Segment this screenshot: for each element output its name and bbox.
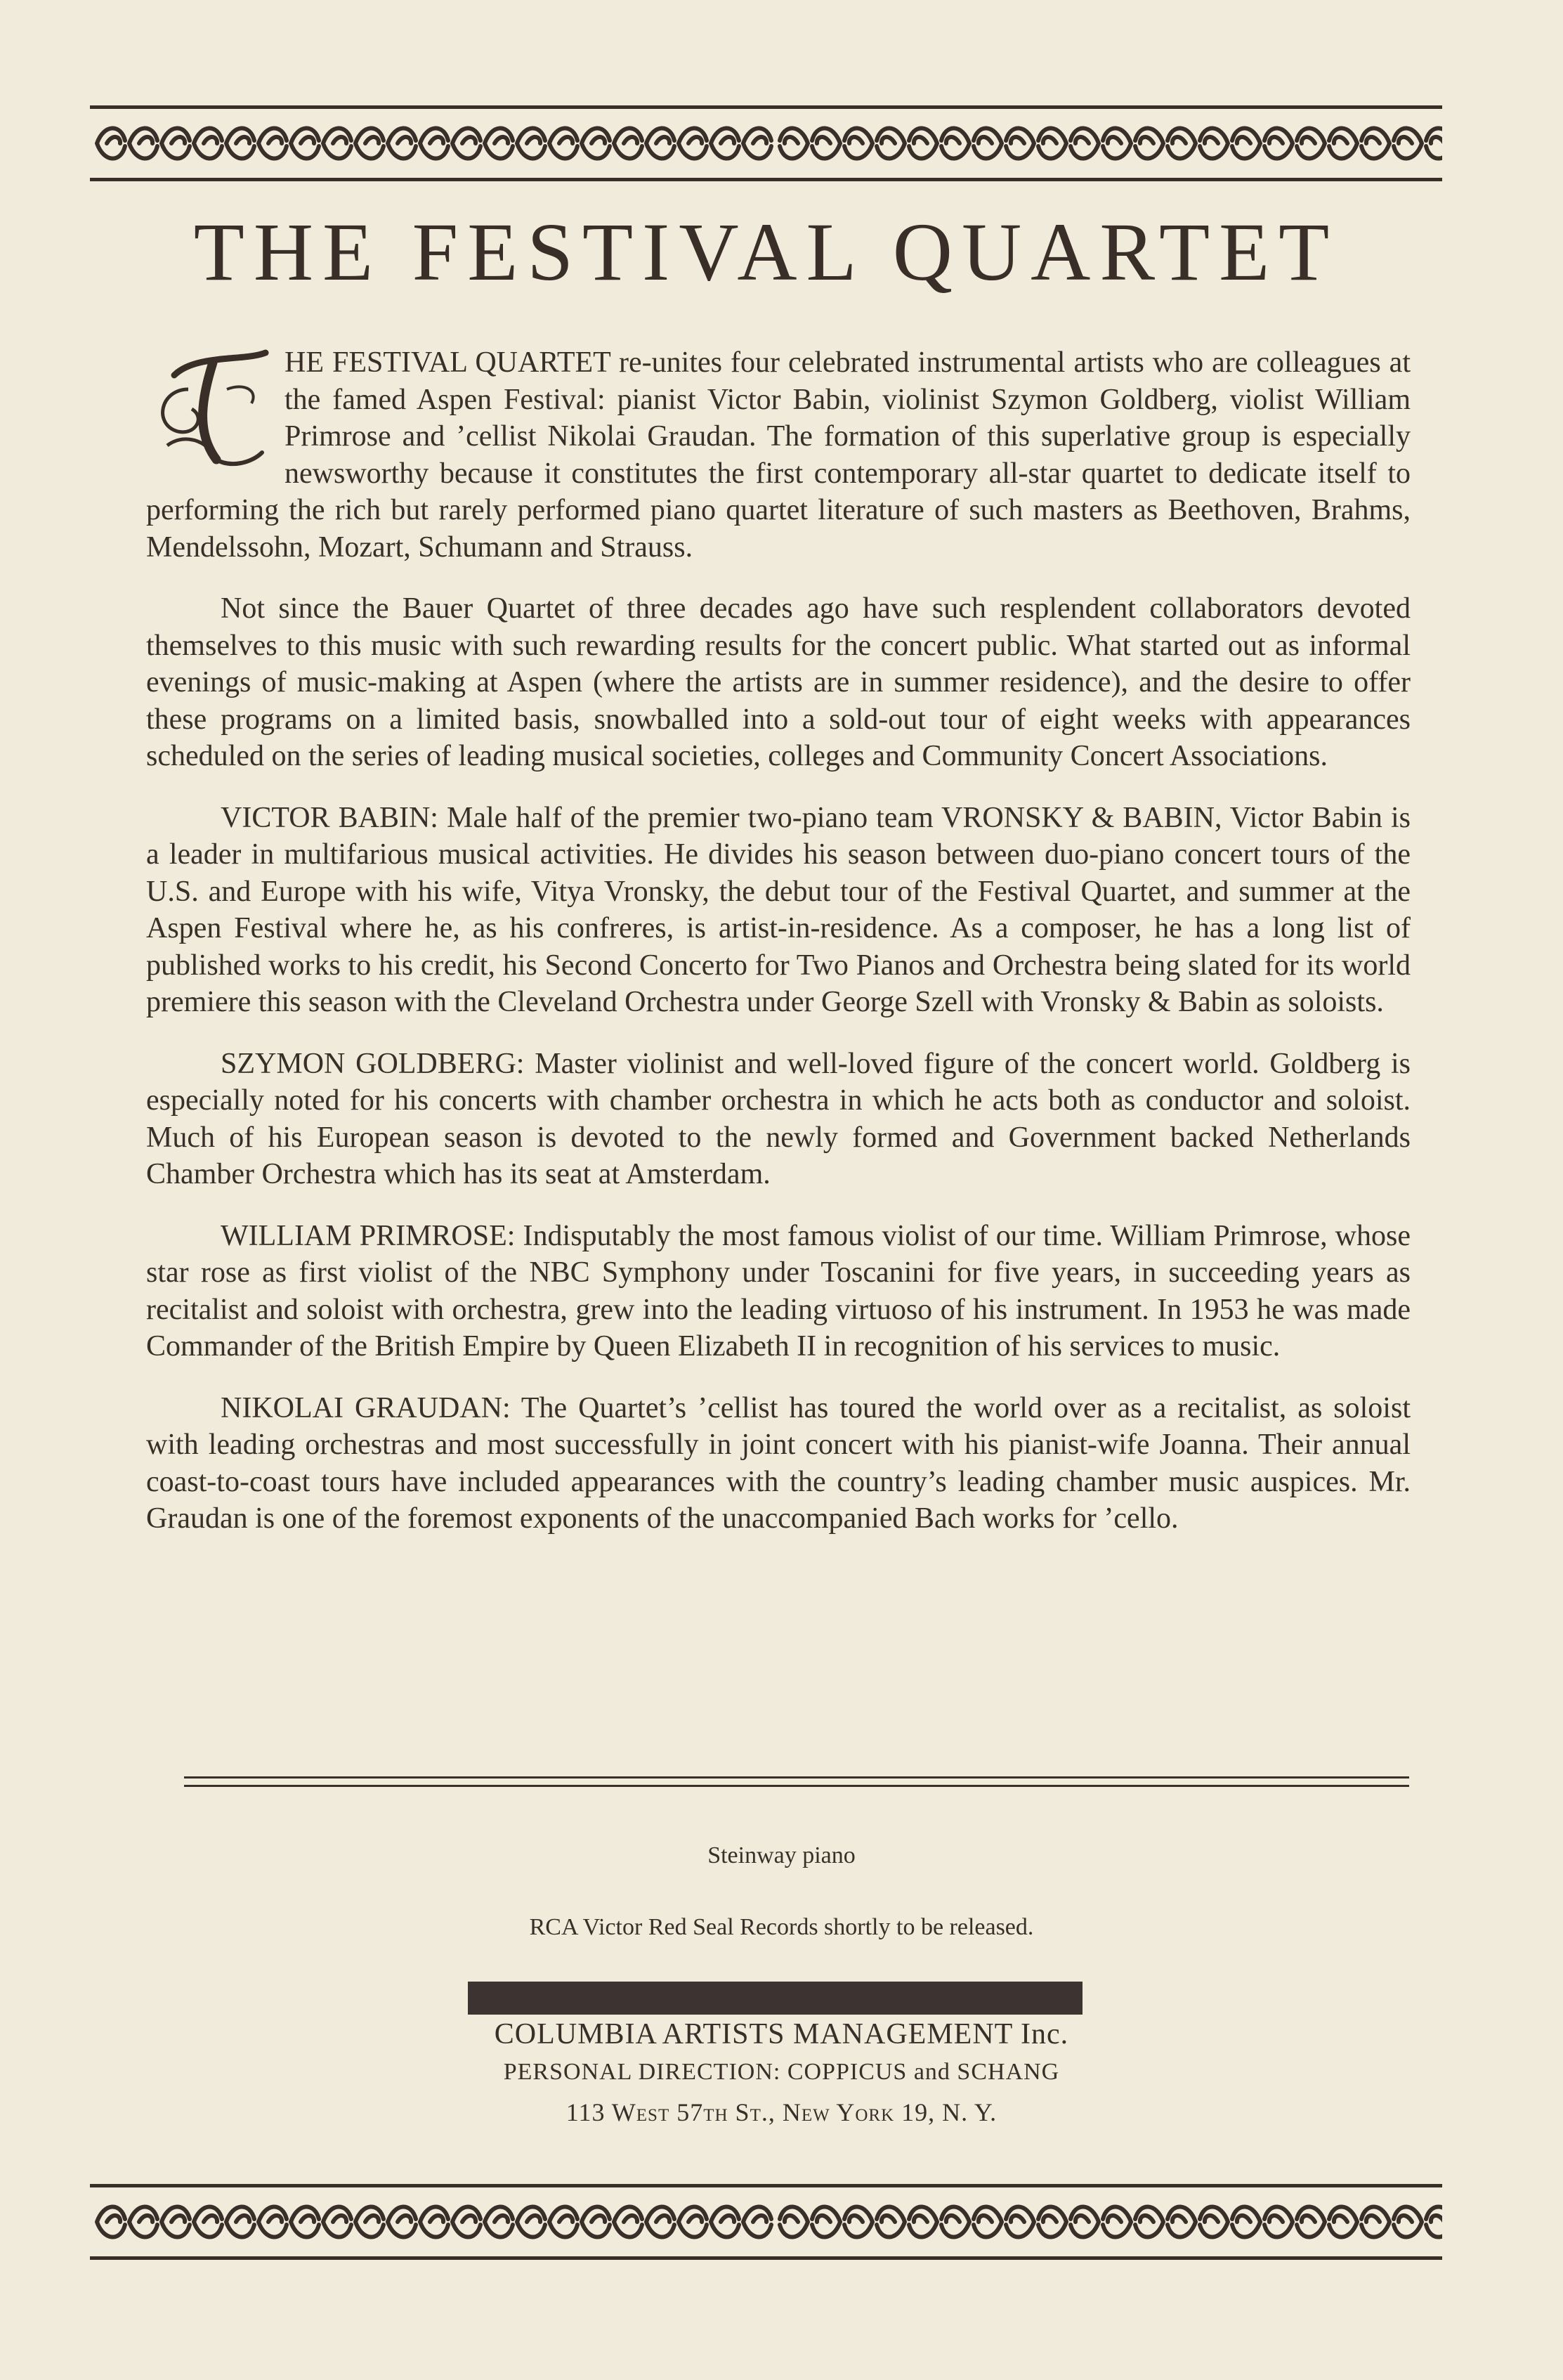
laurel-leaf bbox=[485, 128, 513, 158]
laurel-leaf bbox=[1038, 2206, 1066, 2237]
laurel-leaf bbox=[1168, 2206, 1196, 2237]
laurel-leaf bbox=[974, 2206, 1002, 2237]
laurel-leaf bbox=[1297, 128, 1325, 158]
laurel-leaf bbox=[1103, 128, 1131, 158]
primrose-paragraph: WILLIAM PRIMROSE: Indisputably the most famous violist of our time. William Primrose, whose star rose as first violist of the NBC Symphony under Toscanini for five years, in succeeding years as recitalist and soloist with orchestra, grew into the leading virtuoso of his instrument. In 1953 he was made Commander of the British Empire by Queen Elizabeth II in recognition of his services to music. bbox=[146, 1219, 1411, 1363]
laurel-leaf bbox=[355, 128, 384, 158]
laurel-leaf bbox=[1200, 2206, 1228, 2237]
bauer-paragraph: Not since the Bauer Quartet of three decades ago have such resplendent collaborators devoted themselves to this music with such rewarding results for the concert public. What started out as informal evenings of music-making at Aspen (where the artists are in summer residence), and the desire to offer these programs on a limited basis, snowballed into a sold-out tour of eight weeks with appearances scheduled on the series of leading musical societies, colleges and Community Concert Associations. bbox=[146, 592, 1411, 772]
laurel-leaf bbox=[549, 2206, 577, 2237]
laurel-leaf bbox=[162, 2206, 190, 2237]
laurel-leaf bbox=[941, 128, 969, 158]
laurel-leaf bbox=[1168, 128, 1196, 158]
page-title: THE FESTIVAL QUARTET bbox=[193, 206, 1339, 298]
laurel-leaf bbox=[194, 128, 222, 158]
babin-paragraph: VICTOR BABIN: Male half of the premier two-piano team VRONSKY & BABIN, Victor Babin is a leader in multifarious musical activities. He divides his season between duo-piano concert tours of the U.S. and Europe with his wife, Vitya Vronsky, the debut tour of the Festival Quartet, and summer at the Aspen Festival where he, as his confreres, is artist-in-residence. As a composer, he has a long list of published works to his credit, his Second Concerto for Two Pianos and Orchestra being slated for its world premiere this season with the Cleveland Orchestra under George Szell with Vronsky & Babin as soloists. bbox=[146, 801, 1411, 1018]
laurel-leaf bbox=[1329, 2206, 1357, 2237]
laurel-leaf bbox=[582, 128, 610, 158]
laurel-leaf bbox=[1135, 2206, 1163, 2237]
laurel-leaf bbox=[711, 2206, 739, 2237]
laurel-leaf bbox=[974, 128, 1002, 158]
laurel-leaf bbox=[129, 128, 157, 158]
laurel-leaf bbox=[1361, 2206, 1389, 2237]
laurel-leaf bbox=[97, 2206, 125, 2237]
laurel-leaf bbox=[549, 128, 577, 158]
laurel-leaf bbox=[259, 2206, 287, 2237]
laurel-leaf bbox=[743, 2206, 771, 2237]
intro-paragraph bbox=[146, 344, 1411, 566]
laurel-leaf bbox=[1038, 128, 1066, 158]
laurel-leaf bbox=[877, 128, 905, 158]
laurel-leaf bbox=[194, 2206, 222, 2237]
laurel-leaf bbox=[1329, 128, 1357, 158]
bottom-laurel-border bbox=[90, 2184, 1442, 2260]
laurel-leaf bbox=[812, 2206, 840, 2237]
laurel-leaf bbox=[388, 2206, 416, 2237]
article-body bbox=[146, 344, 1411, 1562]
laurel-leaf bbox=[323, 2206, 351, 2237]
top-border-rule-lower bbox=[90, 178, 1442, 181]
laurel-leaf bbox=[844, 2206, 872, 2237]
laurel-leaf bbox=[355, 2206, 384, 2237]
goldberg-paragraph: SZYMON GOLDBERG: Master violinist and well-loved figure of the concert world. Goldberg is especially noted for his concerts with chamber orchestra in which he acts both as conductor and soloist. Much of his European season is devoted to the newly formed and Government backed Netherlands Chamber Orchestra which has its seat at Amsterdam. bbox=[146, 1047, 1411, 1190]
laurel-leaf bbox=[909, 128, 937, 158]
laurel-leaf bbox=[1264, 2206, 1293, 2237]
laurel-leaf bbox=[1103, 2206, 1131, 2237]
laurel-leaf bbox=[780, 2206, 808, 2237]
laurel-leaf bbox=[388, 128, 416, 158]
laurel-leaf bbox=[1426, 2206, 1442, 2237]
top-laurel-border bbox=[90, 105, 1442, 181]
laurel-leaf bbox=[711, 128, 739, 158]
laurel-leaf bbox=[614, 2206, 642, 2237]
redacted-line bbox=[468, 1982, 1083, 2015]
laurel-leaf bbox=[323, 128, 351, 158]
records-credit: RCA Victor Red Seal Records shortly to be released. bbox=[529, 1914, 1034, 1940]
laurel-leaf bbox=[1394, 128, 1422, 158]
laurel-leaf bbox=[844, 128, 872, 158]
laurel-leaf bbox=[291, 128, 319, 158]
decorative-dropcap-icon bbox=[146, 347, 269, 470]
laurel-border-icon bbox=[90, 2198, 1442, 2246]
laurel-leaf bbox=[1200, 128, 1228, 158]
laurel-leaf bbox=[129, 2206, 157, 2237]
laurel-leaf bbox=[1426, 128, 1442, 158]
laurel-leaf bbox=[259, 128, 287, 158]
laurel-leaf bbox=[420, 128, 448, 158]
laurel-leaf bbox=[1071, 128, 1099, 158]
laurel-leaf bbox=[780, 128, 808, 158]
intro-text: HE FESTIVAL QUARTET re-unites four celebrated instrumental artists who are colleagues at the famed Aspen Festival: pianist Victor Babin, violinist Szymon Goldberg, violist William Primrose and ’cellist Nikolai Graudan. The formation of this superlative group is especially newsworthy because it constitutes the first contemporary all-star quartet to dedicate itself to performing the rich but rarely performed piano quartet literature of such masters as Beethoven, Brahms, Mendelssohn, Mozart, Schumann and Strauss. bbox=[146, 346, 1411, 564]
personal-direction: PERSONAL DIRECTION: COPPICUS and SCHANG bbox=[503, 2059, 1060, 2085]
graudan-paragraph: NIKOLAI GRAUDAN: The Quartet’s ’cellist has toured the world over as a recitalist, as soloist with leading orchestras and most successfully in joint concert with his pianist-wife Joanna. Their annual coast-to-coast tours have included appearances with the country’s leading chamber music auspices. Mr. Graudan is one of the foremost exponents of the unaccompanied Bach works for ’cello. bbox=[146, 1391, 1411, 1535]
top-border-rule bbox=[90, 105, 1442, 109]
laurel-leaf bbox=[614, 128, 642, 158]
laurel-leaf bbox=[941, 2206, 969, 2237]
laurel-leaf bbox=[812, 128, 840, 158]
laurel-leaf bbox=[646, 128, 674, 158]
laurel-leaf bbox=[679, 128, 707, 158]
laurel-leaf bbox=[877, 2206, 905, 2237]
laurel-leaf bbox=[452, 128, 480, 158]
laurel-leaf bbox=[97, 128, 125, 158]
laurel-leaf bbox=[452, 2206, 480, 2237]
laurel-leaf bbox=[1006, 128, 1034, 158]
laurel-leaf bbox=[1361, 128, 1389, 158]
piano-credit: Steinway piano bbox=[707, 1842, 856, 1868]
laurel-leaf bbox=[743, 128, 771, 158]
laurel-leaf bbox=[582, 2206, 610, 2237]
section-divider bbox=[184, 1776, 1409, 1793]
laurel-leaf bbox=[1232, 2206, 1260, 2237]
laurel-leaf bbox=[291, 2206, 319, 2237]
laurel-leaf bbox=[485, 2206, 513, 2237]
laurel-leaf bbox=[646, 2206, 674, 2237]
laurel-leaf bbox=[517, 2206, 545, 2237]
laurel-leaf bbox=[226, 2206, 254, 2237]
laurel-leaf bbox=[1264, 128, 1293, 158]
laurel-leaf bbox=[1006, 2206, 1034, 2237]
laurel-leaf bbox=[420, 2206, 448, 2237]
laurel-leaf bbox=[1394, 2206, 1422, 2237]
laurel-leaf bbox=[1297, 2206, 1325, 2237]
management-address: 113 West 57th St., New York 19, N. Y. bbox=[565, 2098, 998, 2126]
laurel-leaf bbox=[517, 128, 545, 158]
management-name: COLUMBIA ARTISTS MANAGEMENT Inc. bbox=[494, 2018, 1069, 2050]
laurel-leaf bbox=[1071, 2206, 1099, 2237]
bottom-border-rule bbox=[90, 2184, 1442, 2187]
laurel-leaf bbox=[679, 2206, 707, 2237]
laurel-leaf bbox=[909, 2206, 937, 2237]
laurel-leaf bbox=[162, 128, 190, 158]
laurel-leaf bbox=[226, 128, 254, 158]
laurel-leaf bbox=[1135, 128, 1163, 158]
laurel-leaf bbox=[1232, 128, 1260, 158]
bottom-border-rule-lower bbox=[90, 2256, 1442, 2260]
laurel-border-icon bbox=[90, 119, 1442, 167]
